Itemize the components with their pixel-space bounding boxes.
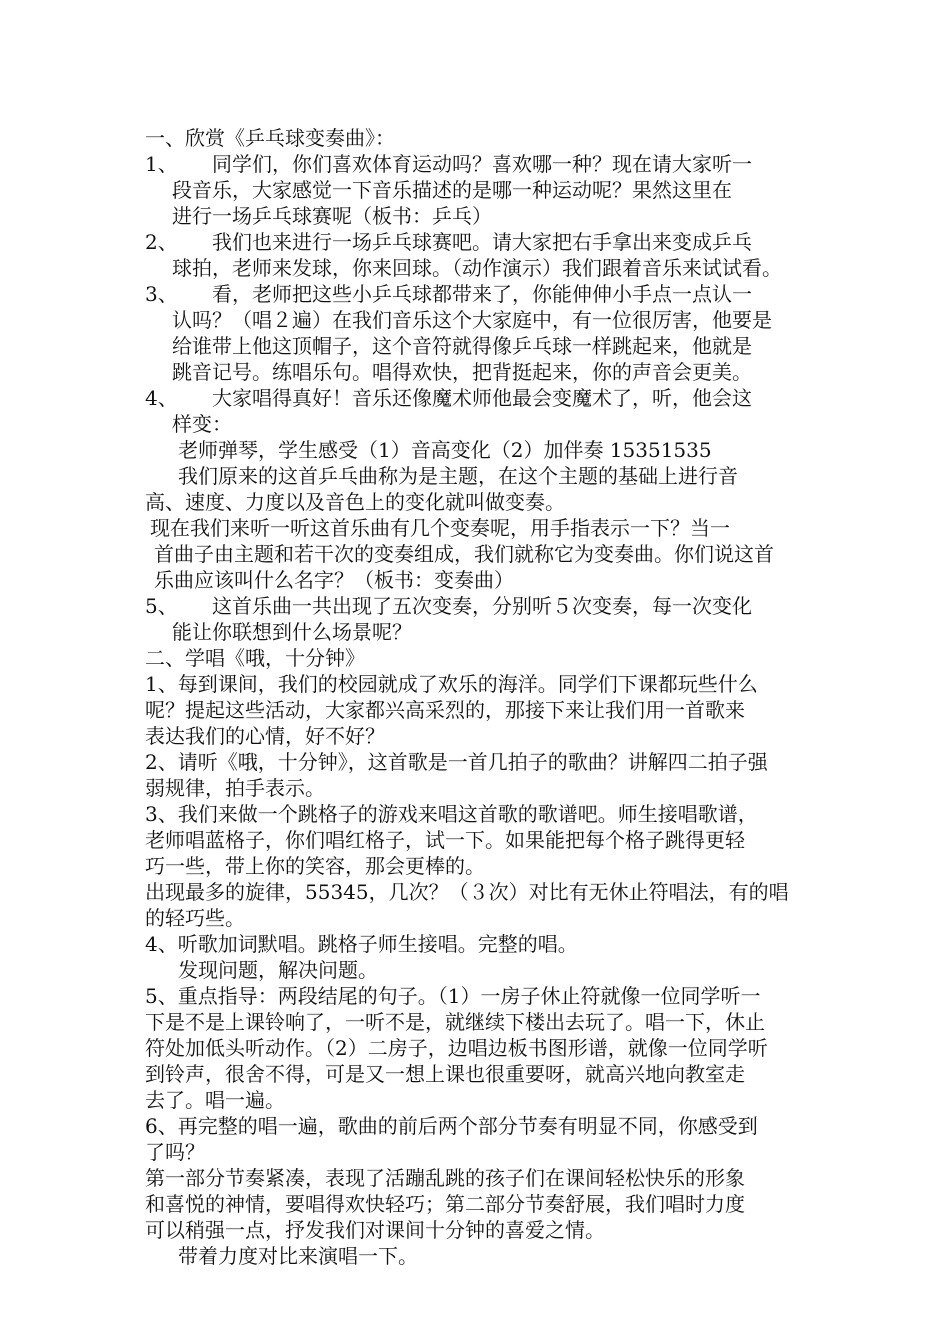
s2-p8: 带着力度对比来演唱一下。	[178, 1244, 418, 1268]
s2-p2-line: 弱规律，拍手表示。	[145, 776, 325, 800]
listen-paragraph-line: 乐曲应该叫什么名字？（板书：变奏曲）	[154, 568, 514, 592]
s2-p1-line: 1、每到课间，我们的校园就成了欢乐的海洋。同学们下课都玩些什么	[145, 672, 758, 696]
section2-heading: 二、学唱《哦，十分钟》	[145, 646, 365, 670]
theme-paragraph-line: 我们原来的这首乒乓曲称为是主题，在这个主题的基础上进行音	[178, 464, 738, 488]
item1-line: 同学们，你们喜欢体育运动吗？喜欢哪一种？现在请大家听一	[212, 152, 752, 176]
listen-paragraph-line: 首曲子由主题和若干次的变奏组成，我们就称它为变奏曲。你们说这首	[154, 542, 774, 566]
s2-p6-line: 6、再完整的唱一遍，歌曲的前后两个部分节奏有明显不同，你感受到	[145, 1114, 758, 1138]
item2-line: 球拍，老师来发球，你来回球。（动作演示）我们跟着音乐来试试看。	[172, 256, 782, 280]
s2-p5-line: 下是不是上课铃响了，一听不是，就继续下楼出去玩了。唱一下，休止	[145, 1010, 765, 1034]
item2-number: 2、	[145, 230, 178, 254]
item3-line: 看，老师把这些小乒乓球都带来了，你能伸伸小手点一点认一	[212, 282, 752, 306]
theme-paragraph-line: 高、速度、力度以及音色上的变化就叫做变奏。	[145, 490, 565, 514]
teacher-paragraph: 老师弹琴，学生感受（1）音高变化（2）加伴奏 15351535	[178, 438, 712, 462]
item3-line: 给谁带上他这顶帽子，这个音符就得像乒乓球一样跳起来，他就是	[172, 334, 752, 358]
s2-p5-line: 去了。唱一遍。	[145, 1088, 285, 1112]
listen-paragraph-line: 现在我们来听一听这首乐曲有几个变奏呢，用手指表示一下？当一	[150, 516, 730, 540]
section1-heading: 一、欣赏《乒乓球变奏曲》：	[145, 126, 395, 150]
s2-p7-line: 可以稍强一点，抒发我们对课间十分钟的喜爱之情。	[145, 1218, 605, 1242]
s2-p6-line: 了吗？	[145, 1140, 205, 1164]
item3-line: 跳音记号。练唱乐句。唱得欢快，把背挺起来，你的声音会更美。	[172, 360, 752, 384]
item1-number: 1、	[145, 152, 178, 176]
s2-p3-line: 老师唱蓝格子，你们唱红格子，试一下。如果能把每个格子跳得更轻	[145, 828, 745, 852]
item3-line: 认吗？（唱２遍）在我们音乐这个大家庭中，有一位很厉害，他要是	[172, 308, 772, 332]
item3-number: 3、	[145, 282, 178, 306]
s2-p5-line: 符处加低头听动作。（2）二房子，边唱边板书图形谱，就像一位同学听	[145, 1036, 768, 1060]
s2-p2-line: 2、请听《哦，十分钟》，这首歌是一首几拍子的歌曲？讲解四二拍子强	[145, 750, 768, 774]
item4-line: 大家唱得真好！音乐还像魔术师他最会变魔术了，听，他会这	[212, 386, 752, 410]
item5-line: 这首乐曲一共出现了五次变奏，分别听５次变奏，每一次变化	[212, 594, 752, 618]
item4-number: 4、	[145, 386, 178, 410]
s2-p4b: 发现问题，解决问题。	[178, 958, 378, 982]
s2-p3b-line: 出现最多的旋律，55345，几次？（３次）对比有无休止符唱法，有的唱	[145, 880, 789, 904]
s2-p5-line: 5、重点指导：两段结尾的句子。（1）一房子休止符就像一位同学听一	[145, 984, 761, 1008]
item1-line: 进行一场乒乓球赛呢（板书：乒乓）	[172, 204, 492, 228]
item2-line: 我们也来进行一场乒乓球赛吧。请大家把右手拿出来变成乒乓	[212, 230, 752, 254]
s2-p5-line: 到铃声，很舍不得，可是又一想上课也很重要呀，就高兴地向教室走	[145, 1062, 745, 1086]
item5-number: 5、	[145, 594, 178, 618]
s2-p1-line: 呢？提起这些活动，大家都兴高采烈的，那接下来让我们用一首歌来	[145, 698, 745, 722]
s2-p7-line: 第一部分节奏紧凑，表现了活蹦乱跳的孩子们在课间轻松快乐的形象	[145, 1166, 745, 1190]
s2-p7-line: 和喜悦的神情，要唱得欢快轻巧；第二部分节奏舒展，我们唱时力度	[145, 1192, 745, 1216]
item5-line: 能让你联想到什么场景呢？	[172, 620, 412, 644]
s2-p3-line: 3、我们来做一个跳格子的游戏来唱这首歌的歌谱吧。师生接唱歌谱，	[145, 802, 758, 826]
s2-p1-line: 表达我们的心情，好不好？	[145, 724, 385, 748]
s2-p4: 4、听歌加词默唱。跳格子师生接唱。完整的唱。	[145, 932, 578, 956]
s2-p3-line: 巧一些，带上你的笑容，那会更棒的。	[145, 854, 485, 878]
item1-line: 段音乐，大家感觉一下音乐描述的是哪一种运动呢？果然这里在	[172, 178, 732, 202]
item4-line: 样变：	[172, 412, 232, 436]
s2-p3b-line: 的轻巧些。	[145, 906, 245, 930]
